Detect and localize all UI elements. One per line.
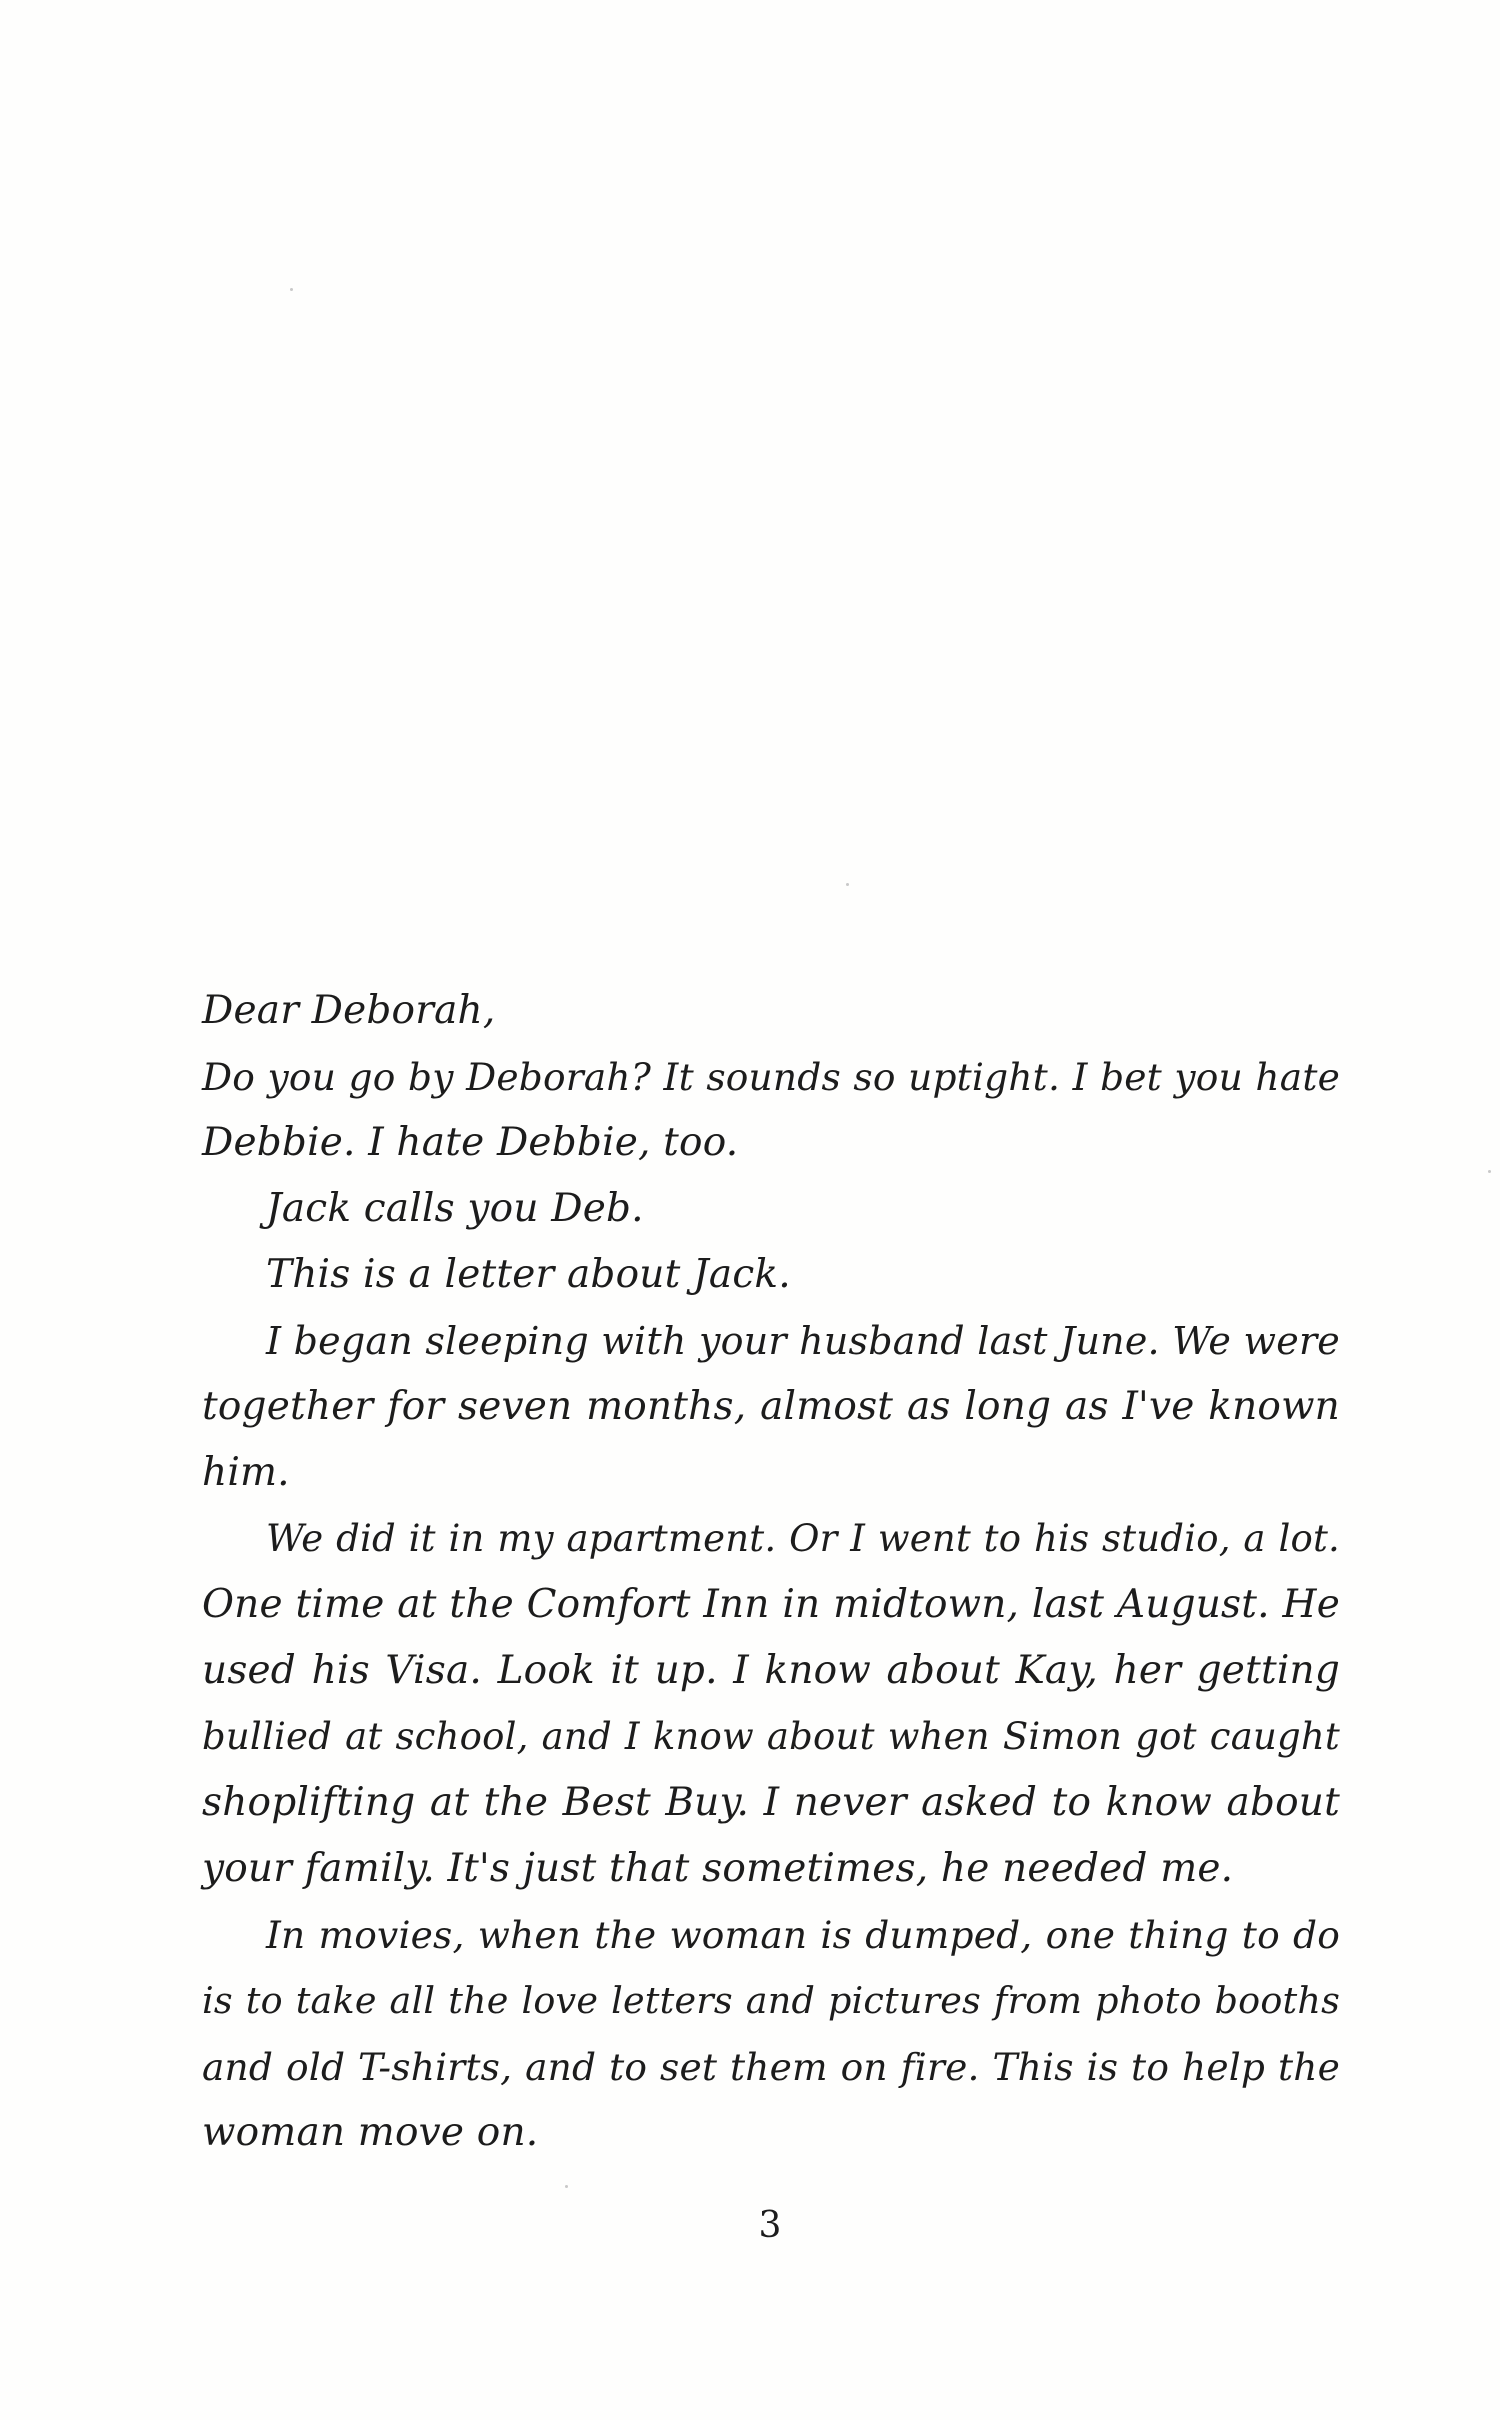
letter-line: One time at the Comfort Inn in midtown, last August. He (202, 1582, 1340, 1627)
paper-speck (565, 2185, 568, 2188)
letter-line: In movies, when the woman is dumped, one thing to do (266, 1913, 1340, 1957)
paper-speck (290, 288, 293, 291)
letter-line: together for seven months, almost as long as I've known (202, 1384, 1340, 1429)
letter-line: I began sleeping with your husband last June. We were (266, 1319, 1340, 1363)
letter-line: woman move on. (202, 2110, 539, 2155)
letter-line: Do you go by Deborah? It sounds so uptight. I bet you hate (202, 1055, 1340, 1099)
letter-line: used his Visa. Look it up. I know about Kay, her getting (202, 1648, 1340, 1693)
letter-line: shoplifting at the Best Buy. I never asked to know about (202, 1780, 1340, 1825)
letter-line: is to take all the love letters and pictures from photo booths (202, 1979, 1340, 2022)
letter-line: Debbie. I hate Debbie, too. (202, 1120, 739, 1165)
letter-line: your family. It's just that sometimes, he needed me. (202, 1846, 1234, 1891)
letter-line: We did it in my apartment. Or I went to his studio, a lot. (266, 1517, 1340, 1560)
letter-line: This is a letter about Jack. (266, 1252, 791, 1297)
letter-line: and old T-shirts, and to set them on fire. This is to help the (202, 2045, 1340, 2089)
letter-salutation: Dear Deborah, (202, 988, 496, 1033)
paper-speck (846, 883, 849, 886)
letter-body (202, 978, 1340, 2166)
letter-line: bullied at school, and I know about when Simon got caught (202, 1715, 1340, 1758)
letter-line: him. (202, 1450, 290, 1495)
letter-line: Jack calls you Deb. (266, 1186, 644, 1231)
page-number: 3 (758, 2205, 782, 2246)
paper-speck (1488, 1170, 1491, 1173)
